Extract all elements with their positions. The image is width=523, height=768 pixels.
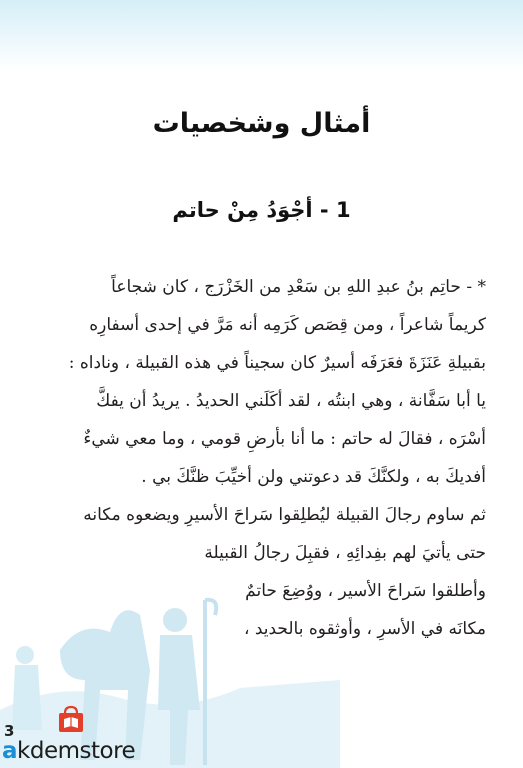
store-logo-initial: a: [2, 738, 18, 764]
shopping-bag-book-icon: [56, 705, 86, 733]
page-title: أمثال وشخصيات: [152, 108, 371, 139]
section-heading: 1 - أجْوَدُ مِنْ حاتم: [172, 198, 351, 222]
paragraph-line: مكانَه في الأسرِ ، وأوثقوه بالحديد ،: [243, 619, 486, 639]
paragraph-line: وأطلقوا سَراحَ الأسير ، ووُضِعَ حاتمٌ: [245, 581, 486, 601]
store-logo-text: kdemstore: [17, 738, 136, 764]
paragraph-line: ثم ساوم رجالَ القبيلة ليُطلِقوا سَراحَ الأسيرِ ويضعوه مكانه: [83, 505, 486, 525]
paragraph-line: كريماً شاعراً ، ومن قِصَص كَرَمِه أنه مَرَّ في إحدى أسفارِه: [89, 315, 486, 335]
paragraph-line: حتى يأتيَ لهم بفِدائِهِ ، فقبِلَ رجالُ القبيلة: [204, 543, 486, 563]
paragraph-line: أفديكَ به ، ولكنَّكَ قد دعوتني ولن أخيِّبَ ظنَّكَ بي .: [141, 467, 486, 487]
top-decorative-band: [0, 0, 523, 70]
store-watermark-logo: [2, 738, 135, 764]
page-number: 3: [4, 722, 15, 740]
paragraph-line: بقبيلةِ عَنَزَةَ فعَرَفَه أسيرٌ كان سجيناً في هذه القبيلة ، وناداه :: [68, 353, 486, 373]
paragraph-line: أسْرَه ، فقالَ له حاتم : ما أنا بأرضِ قومي ، وما معي شيءٌ: [83, 429, 486, 449]
story-paragraph: [20, 268, 486, 648]
paragraph-line: يا أبا سَفَّانة ، وهي ابنتُه ، لقد أكَلَني الحديدُ . يريدُ أن يفكَّ: [96, 391, 486, 411]
paragraph-line: * - حاتِم بنُ عبدِ اللهِ بن سَعْدِ من الخَزْرَج ، كان شجاعاً: [111, 277, 486, 297]
